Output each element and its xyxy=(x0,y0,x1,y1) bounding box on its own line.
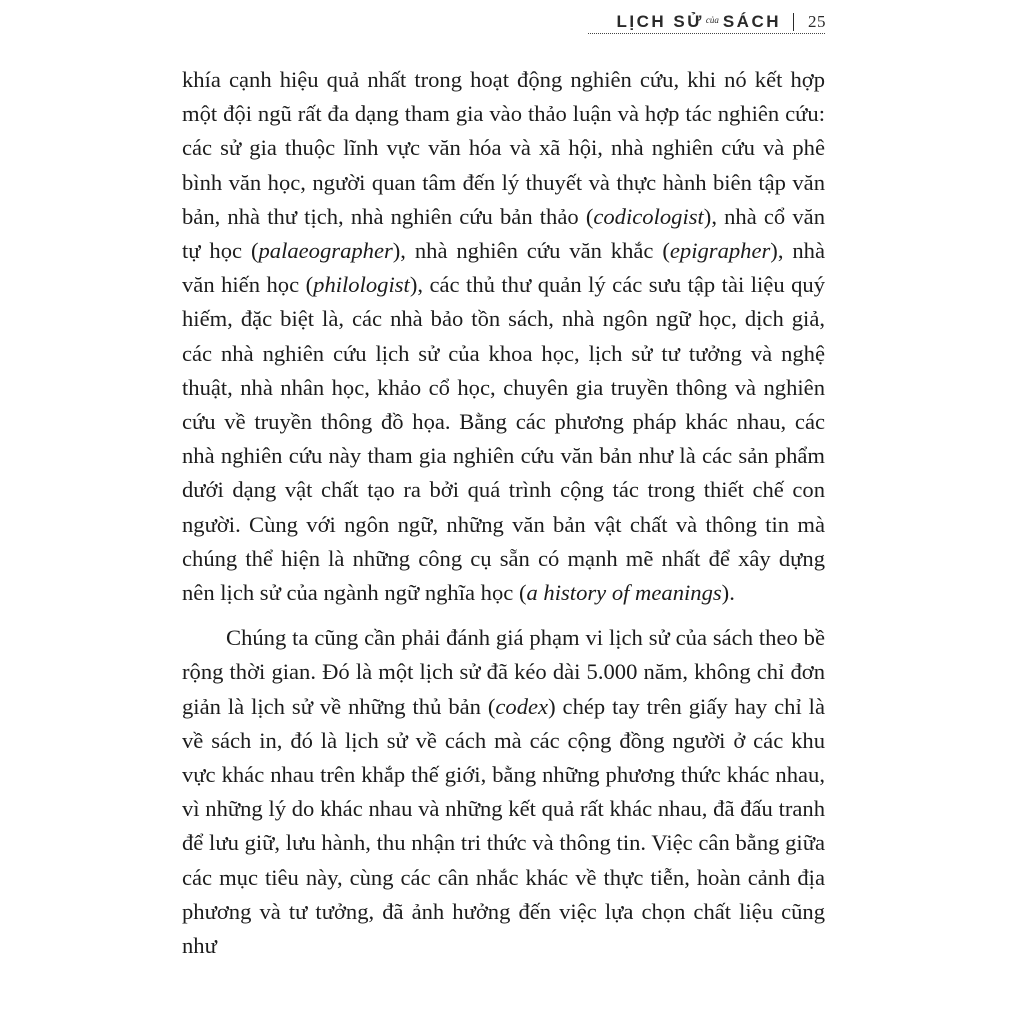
running-title-part-1: LỊCH SỬ xyxy=(616,12,704,31)
text-segment: ), nhà cổ văn tự học ( xyxy=(182,203,825,264)
header-divider xyxy=(793,13,794,31)
text-segment: ). xyxy=(721,580,735,606)
term-codex: codex xyxy=(495,693,549,719)
paragraph-2 xyxy=(182,621,825,963)
text-segment: khía cạnh hiệu quả nhất trong hoạt động nghiên cứu, khi nó kết hợp một đội ngũ rất đa dạng tham gia vào thảo luận và hợp tác nghiên cứu: các sử gia thuộc lĩnh vực văn hóa và xã hội, nhà nghiên cứu và phê bình văn học, người quan tâm đến lý thuyết và thực hành biên tập văn bản, nhà thư tịch, nhà nghiên cứu bản thảo ( xyxy=(182,67,825,229)
header-dotted-rule xyxy=(588,33,825,34)
running-title-part-2: SÁCH xyxy=(722,12,781,31)
running-title-small-word: của xyxy=(705,15,719,25)
text-segment: ), các thủ thư quản lý các sưu tập tài liệu quý hiếm, đặc biệt là, các nhà bảo tồn sách, nhà ngôn ngữ học, dịch giả, các nhà nghiên cứu lịch sử của khoa học, lịch sử tư tưởng và nghệ thuật, nhà nhân học, khảo cổ học, chuyên gia truyền thông và nghiên cứu về truyền thông đồ họa. Bằng các phương pháp khác nhau, các nhà nghiên cứu này tham gia nghiên cứu văn bản như là các sản phẩm dưới dạng vật chất tạo ra bởi quá trình cộng tác trong thiết chế con người. Cùng với ngôn ngữ, những văn bản vật chất và thông tin mà chúng thể hiện là những công cụ sẵn có mạnh mẽ nhất để xây dựng nên lịch sử của ngành ngữ nghĩa học ( xyxy=(182,272,825,606)
term-epigrapher: epigrapher xyxy=(669,238,771,264)
term-palaeographer: palaeographer xyxy=(258,238,393,264)
text-segment: ), nhà văn hiến học ( xyxy=(182,238,825,298)
text-segment: ), nhà nghiên cứu văn khắc ( xyxy=(392,238,670,264)
page-number: 25 xyxy=(808,12,826,31)
term-philologist: philologist xyxy=(313,272,410,298)
paragraph-1 xyxy=(182,63,825,610)
term-history-of-meanings: a history of meanings xyxy=(526,580,722,606)
running-title xyxy=(617,12,782,32)
term-codicologist: codicologist xyxy=(593,203,704,229)
text-segment: ) chép tay trên giấy hay chỉ là về sách in, đó là lịch sử về cách mà các cộng đồng người ở các khu vực khác nhau trên khắp thế giới, bằng những phương thức khác nhau, vì những lý do khác nhau và những kết quả rất khác nhau, đã đấu tranh để lưu giữ, lưu hành, thu nhận tri thức và thông tin. Việc cân bằng giữa các mục tiêu này, cùng các cân nhắc khác về thực tiễn, hoàn cảnh địa phương và tư tưởng, đã ảnh hưởng đến việc lựa chọn chất liệu cũng như xyxy=(182,693,825,959)
text-segment: Chúng ta cũng cần phải đánh giá phạm vi lịch sử của sách theo bề rộng thời gian. Đó là một lịch sử đã kéo dài 5.000 năm, không chỉ đơn giản là lịch sử về những thủ bản ( xyxy=(182,625,825,719)
body-text xyxy=(182,63,825,963)
